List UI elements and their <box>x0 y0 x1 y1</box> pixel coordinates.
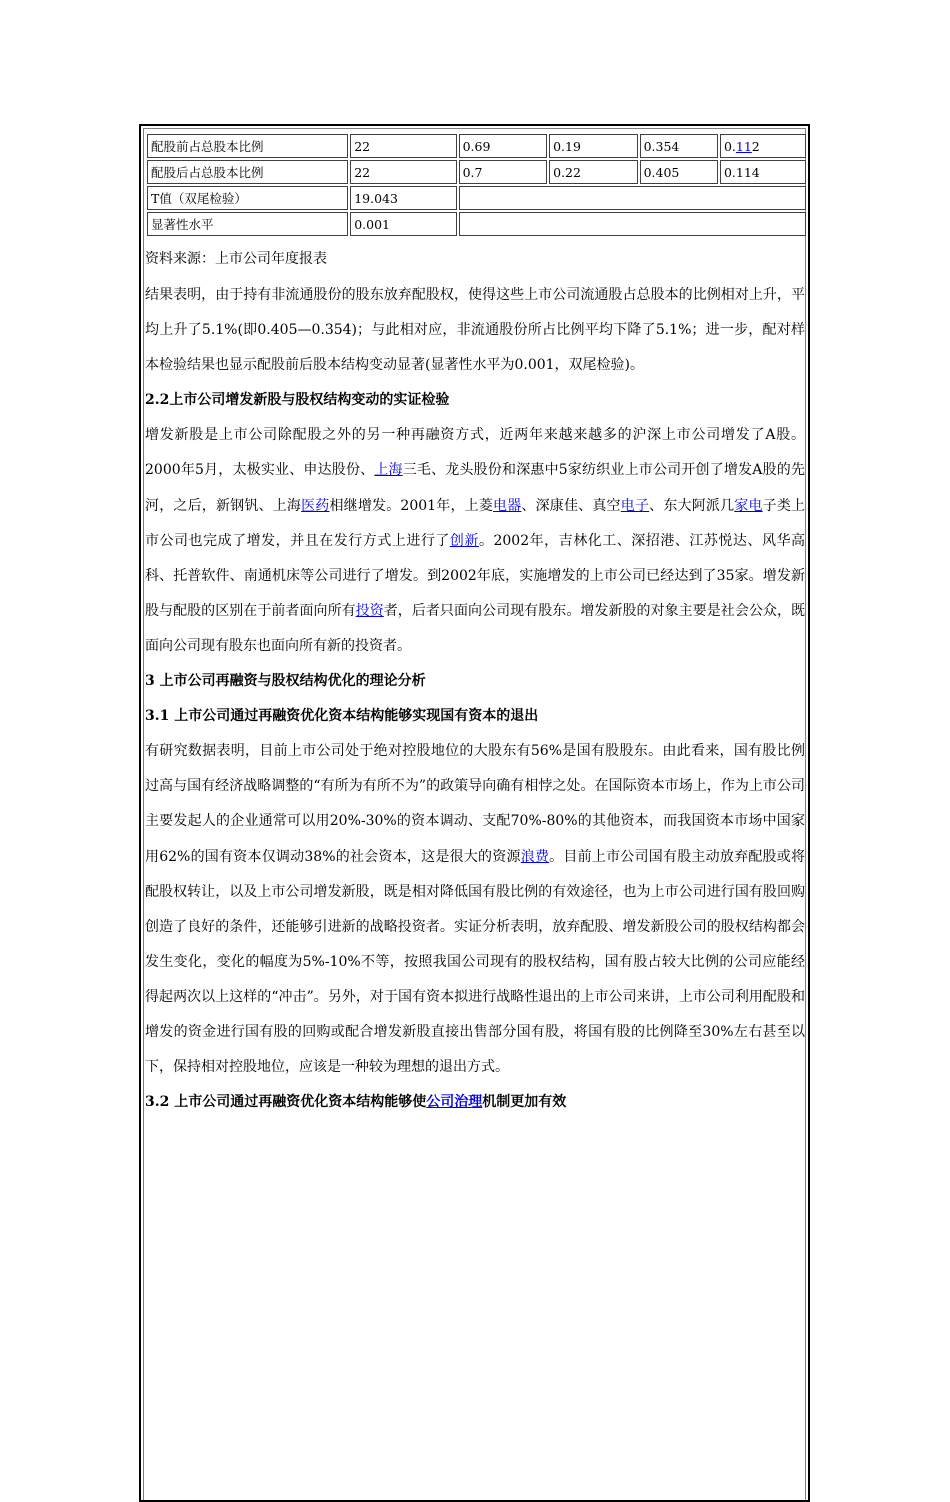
table-cell: 0.69 <box>459 134 548 158</box>
table-cell: 19.043 <box>350 186 456 210</box>
source-note: 资料来源：上市公司年度报表 <box>145 251 327 267</box>
table-row <box>147 160 806 184</box>
paragraph-state-capital: 有研究数据表明，目前上市公司处于绝对控股地位的大股东有56%是国有股股东。由此看来，国有股比例过高与国有经济战略调整的“有所为有所不为”的政策导向确有相悖之处。在国际资本市场上，作为上市公司主要发起人的企业通常可以用20%-30%的资本调动、支配70%-80%的其他资本，而我国资本市场中国家用62%的国有资本仅调动38%的社会资本，这是很大的资源浪费。目前上市公司国有股主动放弃配股或将配股权转让，以及上市公司增发新股，既是相对降低国有股比例的有效途径，也为上市公司进行国有股回购创造了良好的条件，还能够引进新的战略投资者。实证分析表明，放弃配股、增发新股公司的股权结构都会发生变化，变化的幅度为5%-10%不等，按照我国公司现有的股权结构，国有股占较大比例的公司应能经得起两次以上这样的“冲击”。另外，对于国有资本拟进行战略性退出的上市公司来讲，上市公司利用配股和增发的资金进行国有股的回购或配合增发新股直接出售部分国有股，将国有股的比例降至30%左右甚至以下，保持相对控股地位，应该是一种较为理想的退出方式。 <box>145 743 806 1076</box>
link-appliance[interactable]: 家电 <box>734 497 763 514</box>
heading-3: 3 上市公司再融资与股权结构优化的理论分析 <box>145 673 426 690</box>
row-label: 显著性水平 <box>147 212 348 236</box>
table-row <box>147 186 806 210</box>
paragraph-results: 结果表明，由于持有非流通股份的股东放弃配股权，使得这些上市公司流通股占总股本的比例相对上升，平均上升了5.1%(即0.405—0.354)；与此相对应，非流通股份所占比例平均下降了5.1%；进一步，配对样本检验结果也显示配股前后股本结构变动显著(显著性水平为0.001，双尾检验)。 <box>145 287 805 374</box>
table-cell: 0.22 <box>549 160 638 184</box>
cell-link[interactable]: 11 <box>735 138 752 154</box>
link-waste[interactable]: 浪费 <box>520 848 550 865</box>
table-cell: 0.405 <box>640 160 718 184</box>
cell-text: 0. <box>723 138 736 154</box>
table-cell: 22 <box>350 134 456 158</box>
stats-table <box>145 132 808 238</box>
table-cell <box>720 134 806 158</box>
table-cell-empty <box>459 186 806 210</box>
table-cell: 22 <box>350 160 456 184</box>
heading-3-2: 3.2 上市公司通过再融资优化资本结构能够使公司治理机制更加有效 <box>145 1094 567 1111</box>
table-cell: 0.114 <box>720 160 806 184</box>
article-content <box>145 246 805 1120</box>
link-shanghai[interactable]: 上海 <box>374 462 403 479</box>
row-label: 配股前占总股本比例 <box>147 134 348 158</box>
paragraph-seo: 增发新股是上市公司除配股之外的另一种再融资方式，近两年来越来越多的沪深上市公司增发了A股。2000年5月，太极实业、申达股份、上海三毛、龙头股份和深惠中5家纺织业上市公司开创了增发A股的先河，之后，新钢钒、上海医药相继增发。2001年，上菱电器、深康佳、真空电子、东大阿派几家电子类上市公司也完成了增发，并且在发行方式上进行了创新。2002年，吉林化工、深招港、江苏悦达、风华高科、托普软件、南通机床等公司进行了增发。到2002年底，实施增发的上市公司已经达到了35家。增发新股与配股的区别在于前者面向所有投资者，后者只面向公司现有股东。增发新股的对象主要是社会公众，既面向公司现有股东也面向所有新的投资者。 <box>145 427 806 654</box>
table-cell-empty <box>459 212 806 236</box>
table-row <box>147 212 806 236</box>
table-row <box>147 134 806 158</box>
document-frame <box>139 124 810 1502</box>
row-label: T值（双尾检验） <box>147 186 348 210</box>
heading-2-2: 2.2上市公司增发新股与股权结构变动的实证检验 <box>145 392 450 409</box>
link-investment[interactable]: 投资 <box>355 602 384 619</box>
table-cell: 0.7 <box>459 160 548 184</box>
table-cell: 0.001 <box>350 212 456 236</box>
heading-3-1: 3.1 上市公司通过再融资优化资本结构能够实现国有资本的退出 <box>145 708 539 725</box>
table-cell: 0.354 <box>640 134 718 158</box>
link-innovation[interactable]: 创新 <box>449 532 479 549</box>
table-cell: 0.19 <box>549 134 638 158</box>
cell-text: 2 <box>751 138 760 154</box>
link-electric[interactable]: 电器 <box>493 497 522 514</box>
link-pharma[interactable]: 医药 <box>301 497 330 514</box>
link-corporate-governance[interactable]: 公司治理 <box>426 1094 483 1111</box>
row-label: 配股后占总股本比例 <box>147 160 348 184</box>
link-electronics[interactable]: 电子 <box>620 497 650 514</box>
